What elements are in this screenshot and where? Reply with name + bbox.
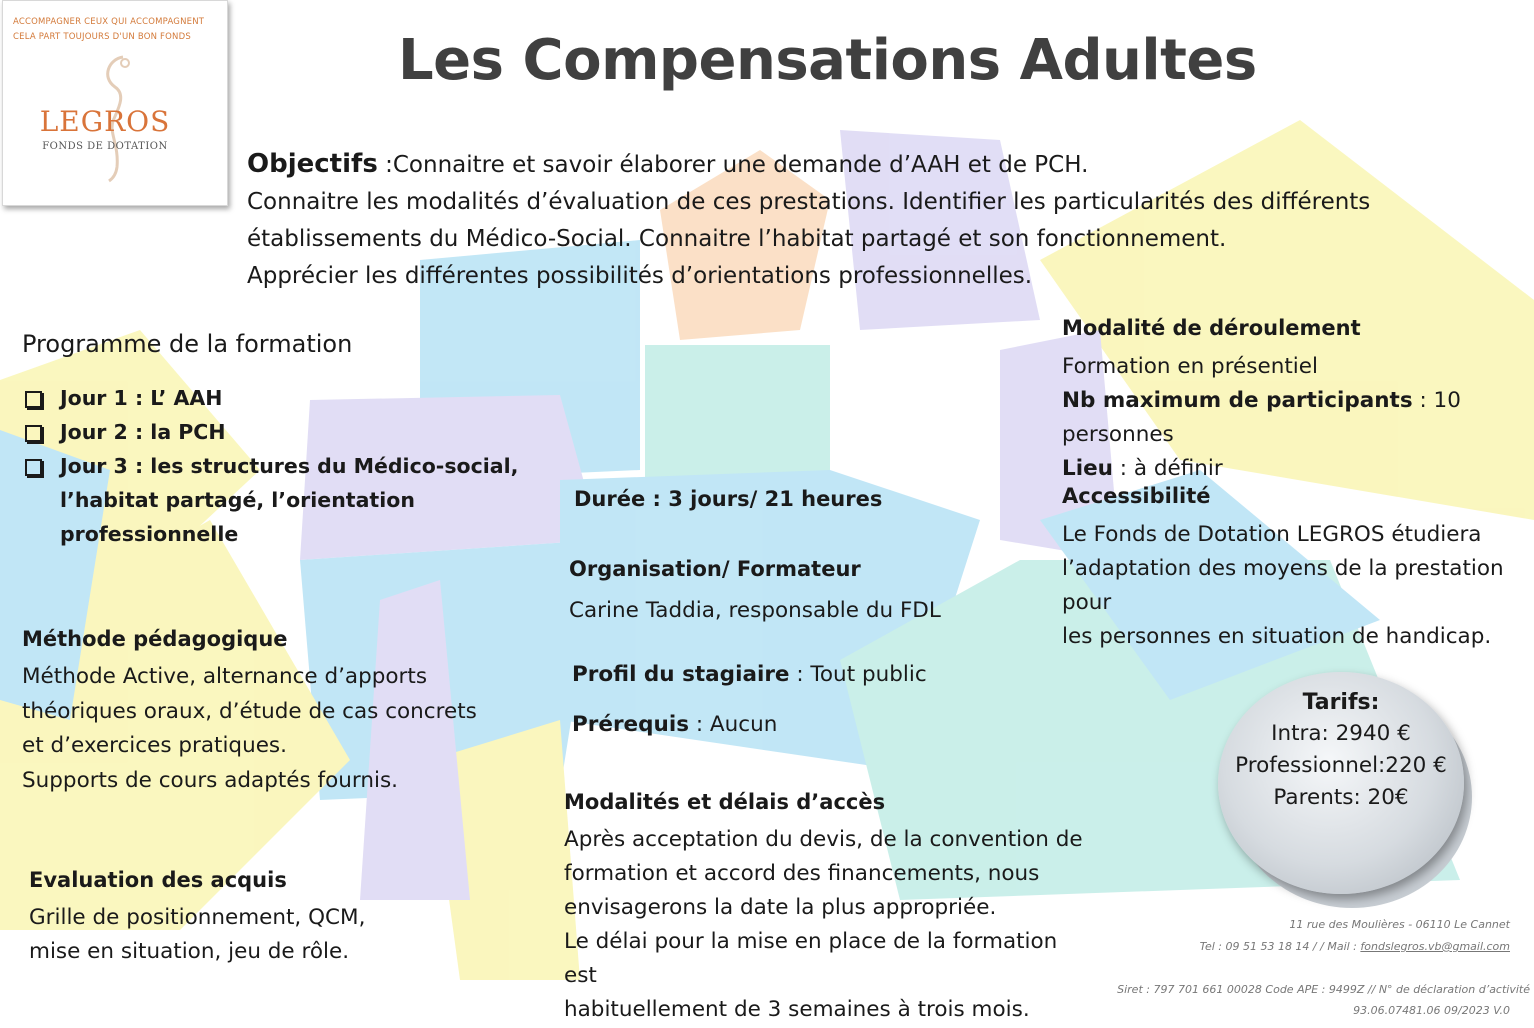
programme-item: Jour 1 : L’ AAH: [22, 381, 582, 415]
programme-title: Programme de la formation: [22, 330, 353, 358]
deroulement-title: Modalité de déroulement: [1062, 316, 1361, 340]
deroulement-text: Formation en présentiel Nb maximum de participants : 10 personnes Lieu : à définir: [1062, 354, 1461, 481]
tarif-professionnel: Professionnel:220 €: [1235, 753, 1447, 778]
methode-title: Méthode pédagogique: [22, 627, 288, 651]
organisation-title: Organisation/ Formateur: [569, 557, 861, 581]
footer-address: 11 rue des Moulières - 06110 Le Cannet: [1289, 918, 1510, 931]
programme-list: [22, 381, 582, 551]
accessibilite-text: Le Fonds de Dotation LEGROS étudiera l’adaptation des moyens de la prestation pour les personnes en situation de handicap.: [1062, 522, 1504, 649]
checkbox-icon: [25, 391, 42, 408]
tarif-parents: Parents: 20€: [1273, 785, 1409, 810]
evaluation-text: Grille de positionnement, QCM, mise en situation, jeu de rôle.: [29, 905, 366, 964]
programme-item: Jour 2 : la PCH: [22, 415, 582, 449]
logo-name: LEGROS: [39, 105, 171, 138]
email-link[interactable]: fondslegros.vb@gmail.com: [1360, 940, 1510, 953]
accessibilite-title: Accessibilité: [1062, 484, 1211, 508]
programme-item: Jour 3 : les structures du Médico-social, l’habitat partagé, l’orientation professionnelle: [22, 449, 555, 551]
profil-stagiaire: Profil du stagiaire : Tout public: [572, 662, 927, 687]
tarifs-title: Tarifs:: [1302, 690, 1380, 715]
footer-declaration: 93.06.07481.06 09/2023 V.0: [1353, 1004, 1510, 1017]
prerequis: Prérequis : Aucun: [572, 712, 778, 737]
logo-subtitle: FONDS DE DOTATION: [42, 141, 168, 152]
evaluation-title: Evaluation des acquis: [29, 868, 287, 892]
objectifs-block: [247, 146, 1427, 295]
checkbox-icon: [25, 459, 42, 476]
objectifs-line: Connaitre les modalités d’évaluation de ces prestations. Identifier les particularités des différents: [247, 189, 1371, 215]
modalites-acces-title: Modalités et délais d’accès: [564, 790, 886, 814]
objectifs-line: Apprécier les différentes possibilités d’orientations professionnelles.: [247, 263, 1033, 289]
methode-text: Méthode Active, alternance d’apports théoriques oraux, d’étude de cas concrets et d’exercices pratiques. Supports de cours adaptés fournis.: [22, 664, 477, 793]
logo: [2, 0, 228, 206]
objectifs-line: :Connaitre et savoir élaborer une demande d’AAH et de PCH.: [377, 152, 1089, 178]
logo-tagline: ACCOMPAGNER CEUX QUI ACCOMPAGNENT CELA PART TOUJOURS D'UN BON FONDS: [13, 17, 205, 42]
checkbox-icon: [25, 425, 42, 442]
organisation-value: Carine Taddia, responsable du FDL: [569, 598, 941, 623]
footer-contact: Tel : 09 51 53 18 14 / / Mail : fondslegros.vb@gmail.com: [1199, 940, 1510, 953]
modalites-acces-text: Après acceptation du devis, de la convention de formation et accord des financements, nous envisagerons la date la plus appropriée. Le délai pour la mise en place de la formation est habituellement de 3 semaines à trois mois.: [564, 827, 1083, 1022]
page-title: Les Compensations Adultes: [398, 28, 1257, 93]
objectifs-label: Objectifs: [247, 149, 378, 179]
footer-siret: Siret : 797 701 661 00028 Code APE : 9499Z // N° de déclaration d’activité: [1117, 983, 1530, 996]
objectifs-line: établissements du Médico-Social. Connaitre l’habitat partagé et son fonctionnement.: [247, 226, 1227, 252]
tarifs-badge: [1218, 672, 1464, 894]
tarif-intra: Intra: 2940 €: [1271, 721, 1411, 746]
duree: Durée : 3 jours/ 21 heures: [574, 487, 883, 511]
